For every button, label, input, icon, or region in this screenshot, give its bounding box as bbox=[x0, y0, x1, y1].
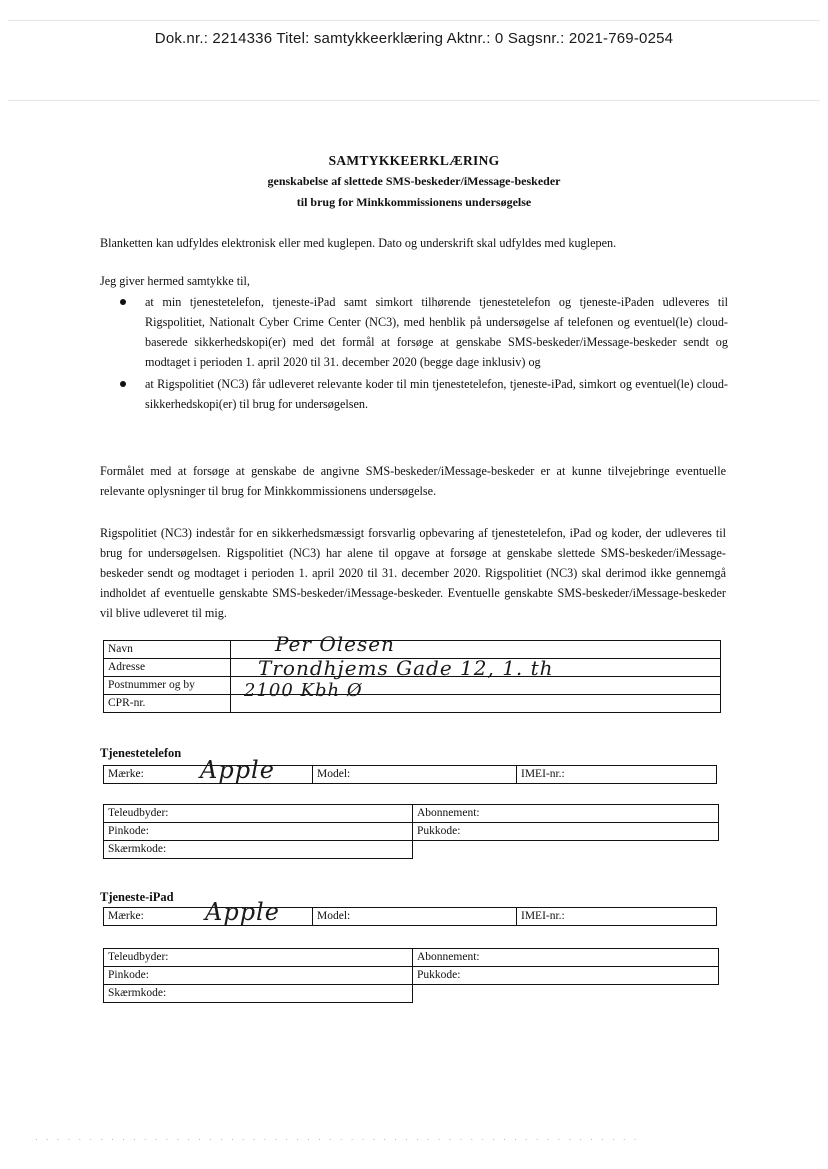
ipad-imei-label: IMEI-nr.: bbox=[521, 910, 565, 922]
ipad-brand-handwriting: Apple bbox=[205, 898, 280, 926]
phone-provider-cell[interactable] bbox=[104, 805, 413, 823]
phone-subscription-label: Abonnement: bbox=[417, 807, 480, 819]
phone-provider-label: Teleudbyder: bbox=[108, 807, 169, 819]
postal-handwriting: 2100 Kbh Ø bbox=[244, 680, 363, 701]
ipad-screen-cell[interactable] bbox=[104, 985, 413, 1003]
title-block bbox=[0, 150, 828, 213]
intro-text: Blanketten kan udfyldes elektronisk eller med kuglepen. Dato og underskrift skal udfyldes med kuglepen. bbox=[100, 236, 617, 250]
consent-list bbox=[100, 292, 728, 416]
scan-artifact bbox=[8, 20, 820, 21]
phone-puk-cell[interactable] bbox=[413, 823, 719, 841]
phone-code-table bbox=[103, 804, 719, 859]
phone-model-cell[interactable] bbox=[313, 766, 517, 784]
phone-puk-label: Pukkode: bbox=[417, 825, 461, 837]
ipad-provider-cell[interactable] bbox=[104, 949, 413, 967]
ipad-brand-label: Mærke: bbox=[108, 910, 144, 922]
address-label: Adresse bbox=[104, 659, 231, 677]
phone-imei-label: IMEI-nr.: bbox=[521, 768, 565, 780]
ipad-model-label: Model: bbox=[317, 910, 351, 922]
phone-brand-label: Mærke: bbox=[108, 768, 144, 780]
ipad-pin-cell[interactable] bbox=[104, 967, 413, 985]
phone-pin-label: Pinkode: bbox=[108, 825, 149, 837]
ipad-device-table bbox=[103, 907, 717, 926]
phone-section-heading: Tjenestetelefon bbox=[100, 746, 182, 760]
page-subtitle-1: genskabelse af slettede SMS-beskeder/iMessage-beskeder bbox=[267, 174, 561, 188]
bullet-text: at min tjenestetelefon, tjeneste-iPad samt simkort tilhørende tjenestetelefon og tjeneste-iPaden udleveres til Rigspolitiet, Nationalt Cyber Crime Center (NC3), med henblik på undersøgelse af telefonen og eventuel(le) cloud-baserede sikkerhedskopi(er) med det formål at forsøge at genskabe SMS-beskeder/iMessage-beskeder sendt og modtaget i perioden 1. april 2020 til 31. december 2020 (begge dage inklusiv) og bbox=[145, 295, 728, 369]
name-label: Navn bbox=[104, 641, 231, 659]
custody-text: Rigspolitiet (NC3) indestår for en sikkerhedsmæssigt forsvarlig opbevaring af tjenestetelefon, iPad og koder, der udleveres til brug for undersøgelsen. Rigspolitiet (NC3) har alene til opgave at forsøge at genskabe slettede SMS-beskeder/iMessage-beskeder sendt og modtaget i perioden 1. april 2020 til 31. december 2020. Rigspolitiet (NC3) skal derimod ikke gennemgå indholdet af eventuelle genskabte SMS-beskeder/iMessage-beskeder. Eventuelle genskabte SMS-beskeder/iMessage-beskeder vil blive udleveret til mig. bbox=[100, 526, 726, 620]
ipad-model-cell[interactable] bbox=[313, 908, 517, 926]
phone-brand-handwriting: Apple bbox=[200, 756, 275, 784]
bullet-icon bbox=[120, 381, 126, 387]
ipad-subscription-label: Abonnement: bbox=[417, 951, 480, 963]
cpr-label: CPR-nr. bbox=[104, 695, 231, 713]
page-subtitle-2: til brug for Minkkommissionens undersøgelse bbox=[296, 195, 532, 209]
list-item bbox=[100, 292, 728, 372]
empty-cell bbox=[413, 841, 719, 859]
ipad-screen-label: Skærmkode: bbox=[108, 987, 167, 999]
ipad-imei-cell[interactable] bbox=[517, 908, 717, 926]
name-handwriting: Per Olesen bbox=[275, 632, 395, 656]
phone-screen-label: Skærmkode: bbox=[108, 843, 167, 855]
phone-pin-cell[interactable] bbox=[104, 823, 413, 841]
ipad-puk-label: Pukkode: bbox=[417, 969, 461, 981]
phone-device-table bbox=[103, 765, 717, 784]
ipad-pin-label: Pinkode: bbox=[108, 969, 149, 981]
address-handwriting: Trondhjems Gade 12, 1. th bbox=[258, 656, 554, 680]
ipad-code-table bbox=[103, 948, 719, 1003]
consent-lead: Jeg giver hermed samtykke til, bbox=[100, 274, 250, 288]
ipad-provider-label: Teleudbyder: bbox=[108, 951, 169, 963]
ipad-subscription-cell[interactable] bbox=[413, 949, 719, 967]
phone-screen-cell[interactable] bbox=[104, 841, 413, 859]
phone-model-label: Model: bbox=[317, 768, 351, 780]
page-title: SAMTYKKEERKLÆRING bbox=[328, 153, 500, 168]
bullet-text: at Rigspolitiet (NC3) får udleveret relevante koder til min tjenestetelefon, tjeneste-iPad, simkort og eventuel(le) cloud-sikkerhedskopi(er) til brug for undersøgelsen. bbox=[145, 377, 728, 411]
empty-cell bbox=[413, 985, 719, 1003]
ipad-puk-cell[interactable] bbox=[413, 967, 719, 985]
phone-subscription-cell[interactable] bbox=[413, 805, 719, 823]
scan-artifact bbox=[8, 100, 820, 101]
postal-label: Postnummer og by bbox=[104, 677, 231, 695]
list-item bbox=[100, 374, 728, 414]
purpose-text: Formålet med at forsøge at genskabe de angivne SMS-beskeder/iMessage-beskeder er at kunne tilvejebringe eventuelle relevante oplysninger til brug for Minkkommissionens undersøgelse. bbox=[100, 464, 726, 498]
ipad-section-heading: Tjeneste-iPad bbox=[100, 890, 174, 904]
scan-footer-noise: · · · · · · · · · · · · · · · · · · · · · · · · · · · · · · · · · · · · · · · · · · · · · · · · · · · · · · · · bbox=[35, 1135, 640, 1144]
document-header: Dok.nr.: 2214336 Titel: samtykkeerklæring Aktnr.: 0 Sagsnr.: 2021-769-0254 bbox=[154, 30, 674, 47]
bullet-icon bbox=[120, 299, 126, 305]
phone-imei-cell[interactable] bbox=[517, 766, 717, 784]
